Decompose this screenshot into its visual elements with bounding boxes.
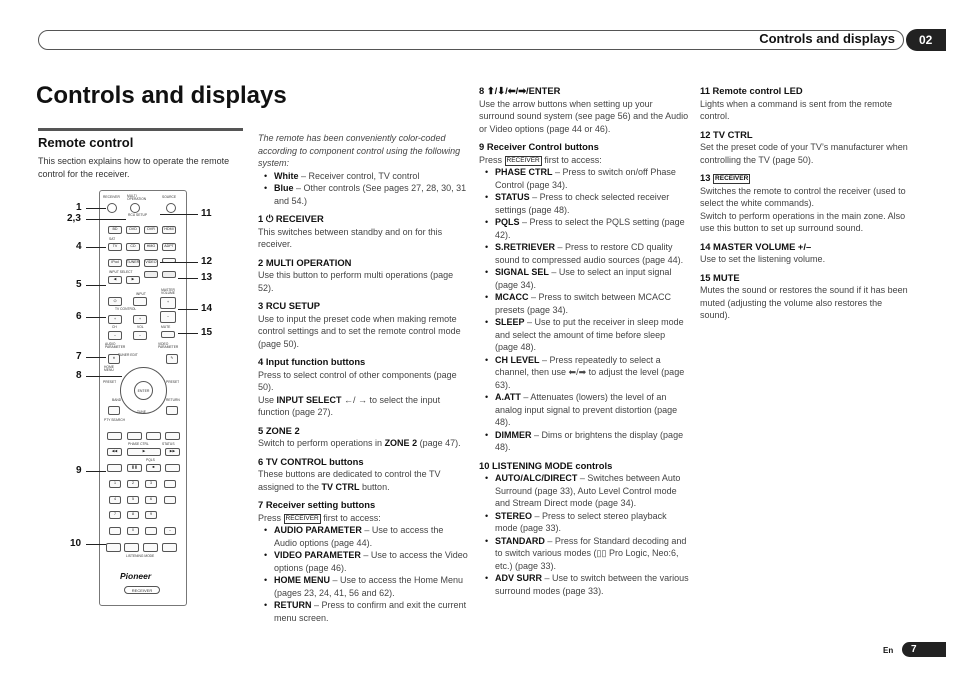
item-3-text: Use to input the preset code when making remote control settings and to set the remote control mode (page 50). <box>258 313 461 349</box>
list-item-label: PQLS <box>495 217 520 227</box>
item-15-title: 15 MUTE <box>700 271 740 283</box>
callout-11: 11 <box>201 208 212 219</box>
item-5-title: 5 ZONE 2 <box>258 424 300 436</box>
remote-btn-adv-surr <box>162 543 177 552</box>
callout-12: 12 <box>201 256 213 267</box>
list-item-label: ADV SURR <box>495 573 543 583</box>
list-item <box>258 599 468 624</box>
list-item-text: – Press to check selected receiver settings (page 48). <box>495 192 670 215</box>
callout-15-line <box>178 333 198 334</box>
callout-7: 7 <box>76 351 82 362</box>
item-4-use-lead: Use <box>258 394 277 405</box>
remote-label-phase-ctrl: PHASE CTRL <box>128 442 149 446</box>
remote-btn-ipod: iPod <box>108 259 122 267</box>
remote-label-input-select: INPUT SELECT <box>109 270 133 274</box>
callout-5: 5 <box>76 279 82 290</box>
remote-label-band: BAND <box>112 398 122 402</box>
callout-9: 9 <box>76 465 82 476</box>
remote-btn-num-9: 9 <box>145 511 157 519</box>
remote-btn-tv-input <box>133 297 147 306</box>
item-7-list <box>258 524 468 624</box>
item-6-text <box>258 468 468 493</box>
multi-operation-icon <box>130 203 140 213</box>
callout-13-line <box>178 278 198 279</box>
remote-btn-ch-up: + <box>108 315 122 324</box>
remote-label-home-menu: HOME MENU <box>104 365 114 373</box>
header-section-title: Controls and displays <box>759 31 895 46</box>
item-8-text: Use the arrow buttons when setting up your surround sound system (see page 56) and the Audio or Video options (page 44 or 46). <box>479 98 689 134</box>
callout-2-3-line <box>86 219 126 220</box>
list-item <box>479 429 689 454</box>
color-coding-list <box>258 170 468 208</box>
remote-label-listening-mode: LISTENING MODE <box>126 554 155 558</box>
list-item-label: DIMMER <box>495 429 532 440</box>
remote-btn-media-4 <box>165 432 180 440</box>
list-item-label: Blue <box>274 183 294 193</box>
list-item-text: – Press for Standard decoding and to switch various modes (▯▯ Pro Logic, Neo:6, etc.) (page 33). <box>495 535 687 571</box>
item-4-use <box>258 394 468 419</box>
item-4-use-rest: ←/ → to select the input function (page 27). <box>258 394 441 417</box>
remote-btn-input-right: ▶ <box>126 276 140 284</box>
list-item <box>479 216 689 241</box>
remote-btn-hdmi: HDMI <box>162 226 176 234</box>
list-item <box>258 524 468 549</box>
item-5-bold: ZONE 2 <box>384 438 418 448</box>
remote-label-sat: SAT <box>109 237 116 241</box>
callout-6-line <box>86 317 106 318</box>
callout-13: 13 <box>201 272 213 283</box>
remote-btn-audio-parameter: ✕ <box>108 354 120 364</box>
callout-2-3: 2,3 <box>67 213 81 224</box>
item-6-pre: These buttons are dedicated to control the TV assigned to the <box>258 469 441 492</box>
remote-btn-next: ▶▶ <box>165 448 180 456</box>
remote-label-pqls: PQLS <box>146 458 155 462</box>
item-4-use-bold: INPUT SELECT <box>276 394 342 405</box>
item-11-title: 11 Remote control LED <box>700 85 803 96</box>
remote-btn-audio <box>164 480 176 488</box>
remote-btn-video: VIDEO <box>144 259 158 267</box>
pioneer-logo: Pioneer <box>120 571 152 581</box>
receiver-badge: RECEIVER <box>506 156 540 164</box>
list-item-label: PHASE CTRL <box>495 167 553 177</box>
list-item-label: A.ATT <box>495 392 521 402</box>
remote-btn-dvd: DVD <box>126 226 140 234</box>
item-3-title: 3 RCU SETUP <box>258 300 320 311</box>
list-item <box>479 572 689 597</box>
list-item <box>479 166 689 191</box>
list-item <box>258 170 468 183</box>
callout-10-line <box>86 544 106 545</box>
remote-btn-num-3: 3 <box>145 480 157 488</box>
list-item <box>479 535 689 573</box>
remote-label-tune: TUNE <box>137 410 146 414</box>
remote-btn-return <box>166 406 178 415</box>
callout-12-line <box>160 262 198 263</box>
remote-btn-clear <box>109 527 121 535</box>
remote-btn-media-1 <box>107 432 122 440</box>
item-13-title-text: 13 <box>700 172 714 183</box>
item-5-pre: Switch to perform operations in <box>258 438 385 448</box>
list-item-text: – Attenuates (lowers) the level of an analog input signal to prevent distortion (page 48). <box>495 392 678 427</box>
item-5-text <box>258 437 468 450</box>
remote-btn-input-left: ◀ <box>108 276 122 284</box>
remote-label-master-volume: MASTER VOLUME <box>161 288 175 296</box>
list-item <box>479 510 689 535</box>
item-13-text-2: Switch to perform operations in the main zone. Also use this button to set up surround sound. <box>700 210 906 233</box>
list-item-label: STANDARD <box>495 535 545 546</box>
remote-btn-ff <box>165 464 180 472</box>
list-item-text: – Switches between Auto Surround (page 33), Auto Level Control mode and Stream Direct mode (page 34). <box>495 473 681 508</box>
item-1-title: 1 ⏻ RECEIVER <box>258 213 324 224</box>
column-3 <box>479 85 689 597</box>
remote-label-input: INPUT <box>136 292 146 296</box>
remote-btn-num-5: 5 <box>127 496 139 504</box>
remote-btn-play: ▶ <box>127 448 161 456</box>
list-item-text: – Press to switch on/off Phase Control (page 34). <box>495 167 676 190</box>
remote-label-source: SOURCE <box>162 195 177 199</box>
callout-8: 8 <box>76 370 82 381</box>
section-intro: This section explains how to operate the remote control for the receiver. <box>38 156 230 179</box>
item-7-press-rest: first to access: <box>320 512 381 523</box>
remote-btn-enter-num <box>145 527 157 535</box>
list-item <box>479 354 689 392</box>
item-6-bold: TV CTRL <box>321 481 360 492</box>
remote-btn-hmg: HMG <box>144 243 158 251</box>
callout-1-line <box>86 208 106 209</box>
callout-4: 4 <box>76 241 82 252</box>
remote-bottom-receiver-label: RECEIVER <box>124 586 160 594</box>
remote-btn-num-7: 7 <box>109 511 121 519</box>
item-6-title: 6 TV CONTROL buttons <box>258 455 364 467</box>
remote-btn-num-1: 1 <box>109 480 121 488</box>
remote-btn-ch-down: – <box>108 331 122 340</box>
remote-btn-prev: ◀◀ <box>107 448 122 456</box>
item-12-title: 12 TV CTRL <box>700 128 753 140</box>
remote-btn-info <box>164 496 176 504</box>
column-2 <box>258 132 468 624</box>
item-4-title: 4 Input function buttons <box>258 356 366 367</box>
page-title: Controls and displays <box>36 82 287 109</box>
list-item-label: SIGNAL SEL <box>495 267 549 277</box>
remote-btn-enter: ENTER <box>134 381 153 400</box>
list-item-label: S.RETRIEVER <box>495 242 556 252</box>
item-9-press-rest: first to access: <box>541 154 602 165</box>
callout-7-line <box>86 357 106 358</box>
item-10-title: 10 LISTENING MODE controls <box>479 459 613 471</box>
remote-label-rcu-setup: RCU SETUP <box>128 213 148 217</box>
item-4-text: Press to select control of other components (page 50). <box>258 369 457 392</box>
item-14-title: 14 MASTER VOLUME +/– <box>700 240 812 252</box>
list-item-label: MCACC <box>495 292 529 302</box>
remote-btn-pause: ❚❚ <box>127 464 142 472</box>
remote-btn-num-4: 4 <box>109 496 121 504</box>
remote-btn-media-2 <box>127 432 142 440</box>
item-7-press <box>258 512 468 525</box>
list-item <box>258 574 468 599</box>
remote-btn-band <box>108 406 120 415</box>
remote-btn-video-parameter: ✎ <box>166 354 178 364</box>
list-item-text: – Press repeatedly to select a channel, then use ⬅/➡ to adjust the level (page 63). <box>495 354 685 390</box>
item-13-text-1: Switches the remote to control the receiver (used to select the white commands). <box>700 185 906 208</box>
list-item <box>479 191 689 216</box>
receiver-badge: RECEIVER <box>715 175 749 182</box>
footer-language: En <box>883 646 894 655</box>
item-9-press-lead: Press <box>479 154 505 165</box>
receiver-badge: RECEIVER <box>285 514 319 522</box>
remote-btn-tv: TV <box>108 243 122 251</box>
remote-btn-standard <box>143 543 158 552</box>
remote-btn-mute <box>161 331 175 338</box>
list-item <box>479 316 689 354</box>
remote-label-tv-control: TV CONTROL <box>115 307 137 311</box>
remote-label-status: STATUS <box>162 442 175 446</box>
remote-btn-rew <box>107 464 122 472</box>
item-9-press <box>479 154 689 167</box>
color-coding-intro: The remote has been conveniently color-coded according to component control using the following system: <box>258 133 461 168</box>
column-4 <box>700 85 910 322</box>
item-9-list <box>479 166 689 454</box>
item-9-title: 9 Receiver Control buttons <box>479 141 599 152</box>
item-11-text: Lights when a command is sent from the remote control. <box>700 98 893 121</box>
list-item-text: – Press to switch between MCACC presets (page 34). <box>495 292 672 315</box>
remote-label-vol: VOL <box>137 325 144 329</box>
remote-btn-num-2: 2 <box>127 480 139 488</box>
list-item <box>479 266 689 291</box>
remote-label-pty-search: PTY SEARCH <box>104 418 126 422</box>
list-item-label: STATUS <box>495 192 530 202</box>
callout-9-line <box>86 471 106 472</box>
remote-btn-stop: ■ <box>146 464 161 472</box>
list-item-label: AUDIO PARAMETER <box>274 525 362 535</box>
list-item-label: SLEEP <box>495 317 525 327</box>
remote-btn-tv-ctrl <box>144 271 158 278</box>
list-item-label: AUTO/ALC/DIRECT <box>495 473 578 483</box>
list-item-label: HOME MENU <box>274 575 330 585</box>
remote-btn-num-6: 6 <box>145 496 157 504</box>
callout-10: 10 <box>70 538 82 549</box>
item-5-rest: (page 47). <box>417 438 461 448</box>
list-item-label: RETURN <box>274 600 312 610</box>
item-10-list <box>479 472 689 597</box>
remote-label-ch: CH <box>112 325 117 329</box>
list-item-text: – Use to access the Home Menu (pages 23, 24, 41, 56 and 62). <box>274 575 464 598</box>
remote-btn-vol-up: + <box>133 315 147 324</box>
remote-btn-dvr: DVR <box>144 226 158 234</box>
remote-btn-media-3 <box>146 432 161 440</box>
item-8-title: 8 ⬆/⬇/⬅/➡/ENTER <box>479 85 561 96</box>
item-1-text: This switches between standby and on for this receiver. <box>258 226 443 249</box>
list-item-text: – Use to select an input signal (page 34). <box>495 267 672 290</box>
remote-btn-master-vol-up: + <box>160 297 176 309</box>
remote-btn-vol-down: – <box>133 331 147 340</box>
remote-btn-auto-alc-direct <box>106 543 121 552</box>
list-item <box>479 472 689 510</box>
callout-8-line <box>86 376 122 377</box>
list-item-text: – Use to access the Video options (page 46). <box>274 550 468 573</box>
section-title: Remote control <box>38 135 134 150</box>
list-item <box>479 291 689 316</box>
chapter-number: 02 <box>906 29 946 51</box>
remote-btn-tv-power: ⏻ <box>108 297 122 306</box>
remote-label-mute: MUTE <box>161 325 171 329</box>
remote-btn-adpt: ADPT <box>162 243 176 251</box>
remote-btn-num-8: 8 <box>127 511 139 519</box>
remote-btn-num-0: 0 <box>127 527 139 535</box>
remote-label-preset-left: PRESET <box>103 380 117 384</box>
list-item-text: – Use to put the receiver in sleep mode and select the amount of time before sleep (page 48). <box>495 317 684 352</box>
section-rule <box>38 128 243 131</box>
remote-btn-ch-minus: – <box>164 527 176 535</box>
list-item <box>258 549 468 574</box>
item-6-rest: button. <box>359 481 390 492</box>
item-12-text: Set the preset code of your TV’s manufacturer when controlling the TV (page 50). <box>700 142 908 165</box>
remote-btn-cd: CD <box>126 243 140 251</box>
remote-label-return: RETURN <box>166 398 180 402</box>
remote-btn-tuner: TUNER <box>126 259 140 267</box>
remote-btn-bd: BD <box>108 226 122 234</box>
list-item-label: VIDEO PARAMETER <box>274 550 361 560</box>
list-item-label: White <box>274 170 299 181</box>
callout-1: 1 <box>76 202 82 213</box>
callout-15: 15 <box>201 327 213 338</box>
remote-btn-receiver-mode <box>162 271 176 278</box>
list-item-text: – Use to switch between the various surround modes (page 33). <box>495 573 689 596</box>
list-item <box>479 391 689 429</box>
source-power-icon <box>166 203 176 213</box>
remote-btn-stereo <box>124 543 139 552</box>
list-item-label: STEREO <box>495 510 533 521</box>
remote-label-audio-parameter: AUDIO PARAMETER <box>105 342 126 350</box>
remote-label-video-parameter: VIDEO PARAMETER <box>158 342 179 350</box>
remote-label-multi-operation: MULTI OPERATION <box>127 194 147 202</box>
footer-page-number: 7 <box>902 642 946 657</box>
remote-btn-master-vol-down: – <box>160 311 176 323</box>
callout-11-line <box>160 214 198 215</box>
item-13-title <box>700 172 910 185</box>
remote-label-preset-right: PRESET <box>166 380 180 384</box>
item-7-press-lead: Press <box>258 512 284 523</box>
remote-illustration <box>99 190 187 606</box>
list-item <box>258 182 468 207</box>
callout-14: 14 <box>201 303 213 314</box>
callout-4-line <box>86 247 106 248</box>
list-item-text: – Press to select the PQLS setting (page 42). <box>495 217 685 240</box>
item-2-text: Use this button to perform multi operations (page 52). <box>258 270 454 293</box>
remote-label-receiver: RECEIVER <box>103 195 120 199</box>
list-item <box>479 241 689 266</box>
list-item-text: – Press to select stereo playback mode (page 33). <box>495 510 667 533</box>
list-item-text: – Dims or brightens the display (page 48). <box>495 429 684 452</box>
item-7-title: 7 Receiver setting buttons <box>258 499 376 510</box>
receiver-power-icon <box>107 203 117 213</box>
list-item-text: – Receiver control, TV control <box>298 170 420 181</box>
list-item-text: – Use to access the Audio options (page 44). <box>274 525 444 548</box>
list-item-text: – Press to restore CD quality sound to compressed audio sources (page 44). <box>495 242 684 265</box>
list-item-text: – Press to confirm and exit the current menu screen. <box>274 600 467 623</box>
callout-14-line <box>178 309 198 310</box>
item-2-title: 2 MULTI OPERATION <box>258 256 352 268</box>
remote-label-tuner-edit: TUNER EDIT <box>118 353 138 357</box>
callout-6: 6 <box>76 311 82 322</box>
callout-5-line <box>86 285 106 286</box>
list-item-label: CH LEVEL <box>495 354 540 365</box>
item-15-text: Mutes the sound or restores the sound if it has been muted (adjusting the volume also restores the sound). <box>700 285 908 320</box>
item-14-text: Use to set the listening volume. <box>700 254 826 264</box>
list-item-text: – Other controls (See pages 27, 28, 30, 31 and 54.) <box>274 183 467 206</box>
